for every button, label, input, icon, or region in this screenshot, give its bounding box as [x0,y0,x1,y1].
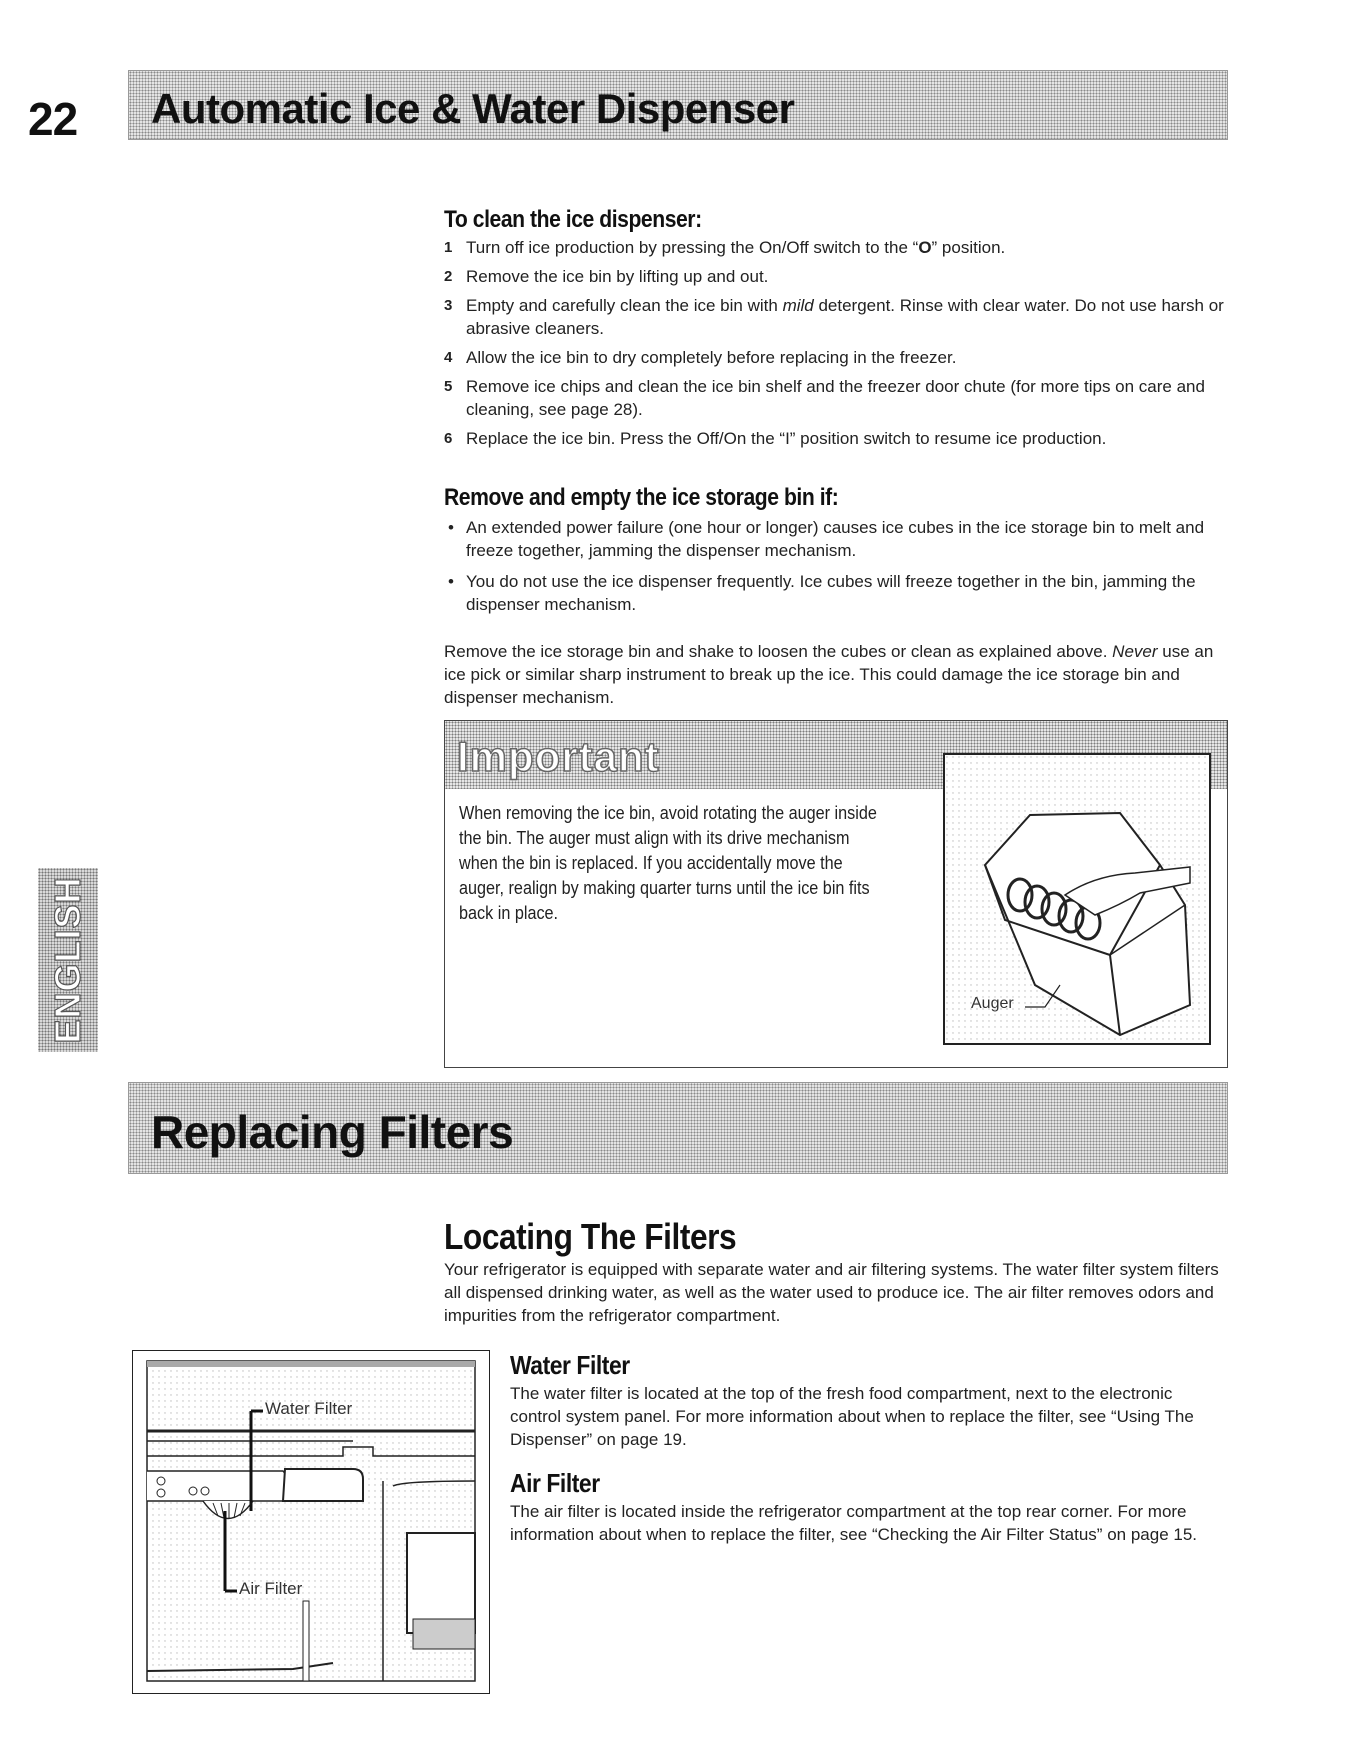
ice-bin-figure [943,753,1211,1045]
water-filter-heading: Water Filter [510,1350,630,1380]
water-filter-label: Water Filter [265,1399,353,1418]
section-banner-filters [128,1082,1228,1174]
step-number: 5 [444,378,453,395]
locating-heading: Locating The Filters [444,1216,737,1257]
section-title-dispenser: Automatic Ice & Water Dispenser [151,85,795,132]
air-filter-heading: Air Filter [510,1468,600,1498]
list-item: • An extended power failure (one hour or longer) causes ice cubes in the ice storage bin to melt and freeze together, jamming the dispenser mechanism. [444,516,1224,562]
step-number: 1 [444,239,453,256]
auger-label: Auger [971,995,1014,1012]
list-item: 2 Remove the ice bin by lifting up and out. [444,267,769,286]
clean-heading: To clean the ice dispenser: [444,206,702,233]
step-number: 2 [444,268,453,285]
list-item: 6 Replace the ice bin. Press the Off/On the “I” position switch to resume ice production. [444,429,1107,448]
clean-steps-list [444,236,1234,456]
list-item: 4 Allow the ice bin to dry completely before replacing in the freezer. [444,348,957,367]
air-filter-text: The air filter is located inside the refrigerator compartment at the top rear corner. For more information about when to replace the filter, see “Checking the Air Filter Status” on page 15. [510,1502,1197,1544]
empty-heading: Remove and empty the ice storage bin if: [444,484,839,511]
step-number: 6 [444,430,453,447]
list-item: • You do not use the ice dispenser frequently. Ice cubes will freeze together in the bin, jamming the dispenser mechanism. [444,570,1224,616]
section-title-filters: Replacing Filters [151,1106,514,1158]
empty-bullets-list [444,516,1224,624]
list-item: 1 Turn off ice production by pressing the On/Off switch to the “O” position. [444,238,1006,257]
list-item: 5 Remove ice chips and clean the ice bin shelf and the freezer door chute (for more tips on care and cleaning, see page 28). [444,377,1205,419]
important-box [444,720,1228,1068]
language-tab [38,868,98,1052]
filter-location-figure [132,1350,490,1694]
step-number: 3 [444,297,453,314]
language-tab-label: ENGLISH [47,876,88,1044]
empty-paragraph: Remove the ice storage bin and shake to loosen the cubes or clean as explained above. Never use an ice pick or similar sharp instrument to break up the ice. This could damage the ice storage bin and dispenser mechanism. [444,642,1214,707]
section-banner-dispenser [128,70,1228,140]
important-text: When removing the ice bin, avoid rotating the auger inside the bin. The auger must align with its drive mechanism when the bin is replaced. If you accidentally move the auger, realign by making quarter turns until the ice bin fits back in place. [459,803,877,923]
page-number: 22 [28,93,78,145]
important-title: Important [457,733,660,780]
water-filter-text: The water filter is located at the top of the fresh food compartment, next to the electronic control system panel. For more information about when to replace the filter, see “Using The Dispenser” on page 19. [510,1384,1194,1449]
step-number: 4 [444,349,453,366]
locating-text: Your refrigerator is equipped with separate water and air filtering systems. The water filter system filters all dispensed drinking water, as well as the water used to produce ice. The air filter removes odors and impurities from the refrigerator compartment. [444,1260,1219,1325]
list-item: 3 Empty and carefully clean the ice bin with mild detergent. Rinse with clear water. Do not use harsh or abrasive cleaners. [444,296,1224,338]
air-filter-label: Air Filter [239,1579,303,1598]
